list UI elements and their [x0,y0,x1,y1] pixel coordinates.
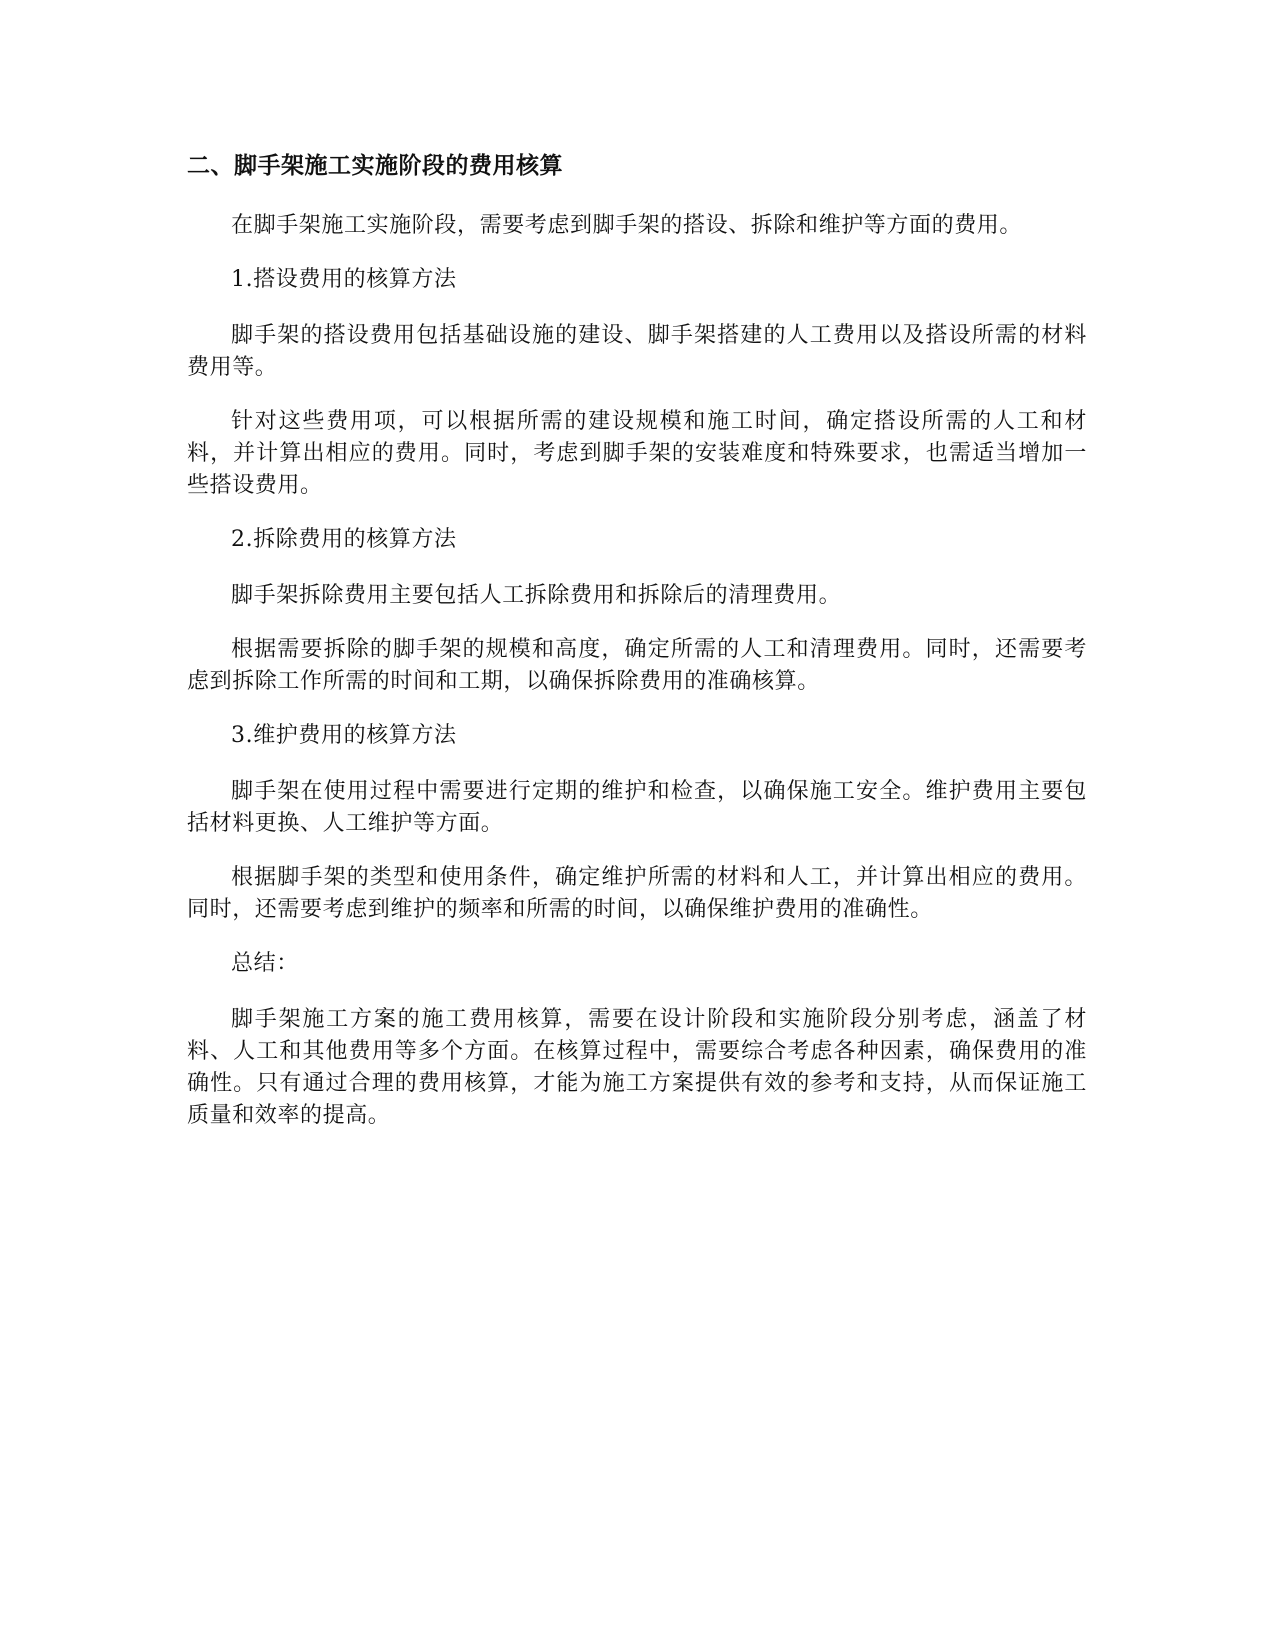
subheading-maintenance-cost: 3.维护费用的核算方法 [231,723,457,748]
paragraph-maintenance-cost-scope: 脚手架在使用过程中需要进行定期的维护和检查，以确保施工安全。维护费用主要包括材料更换、人工维护等方面。 [187,779,1087,836]
paragraph-setup-cost-scope: 脚手架的搭设费用包括基础设施的建设、脚手架搭建的人工费用以及搭设所需的材料费用等。 [187,323,1087,380]
subheading-removal-cost: 2.拆除费用的核算方法 [231,527,457,552]
subheading-summary: 总结： [231,951,299,976]
paragraph-removal-cost-scope: 脚手架拆除费用主要包括人工拆除费用和拆除后的清理费用。 [231,583,842,608]
paragraph-summary: 脚手架施工方案的施工费用核算，需要在设计阶段和实施阶段分别考虑，涵盖了材料、人工和其他费用等多个方面。在核算过程中，需要综合考虑各种因素，确保费用的准确性。只有通过合理的费用核算，才能为施工方案提供有效的参考和支持，从而保证施工质量和效率的提高。 [187,1007,1087,1128]
paragraph-setup-cost-method: 针对这些费用项，可以根据所需的建设规模和施工时间，确定搭设所需的人工和材料，并计算出相应的费用。同时，考虑到脚手架的安装难度和特殊要求，也需适当增加一些搭设费用。 [187,409,1087,498]
subheading-setup-cost: 1.搭设费用的核算方法 [231,267,457,292]
section-heading: 二、脚手架施工实施阶段的费用核算 [187,153,563,179]
paragraph-maintenance-cost-method: 根据脚手架的类型和使用条件，确定维护所需的材料和人工，并计算出相应的费用。同时，还需要考虑到维护的频率和所需的时间，以确保维护费用的准确性。 [187,865,1087,922]
paragraph-removal-cost-method: 根据需要拆除的脚手架的规模和高度，确定所需的人工和清理费用。同时，还需要考虑到拆除工作所需的时间和工期，以确保拆除费用的准确核算。 [187,637,1087,694]
paragraph-intro: 在脚手架施工实施阶段，需要考虑到脚手架的搭设、拆除和维护等方面的费用。 [231,213,1023,238]
document-body [187,150,1087,1154]
